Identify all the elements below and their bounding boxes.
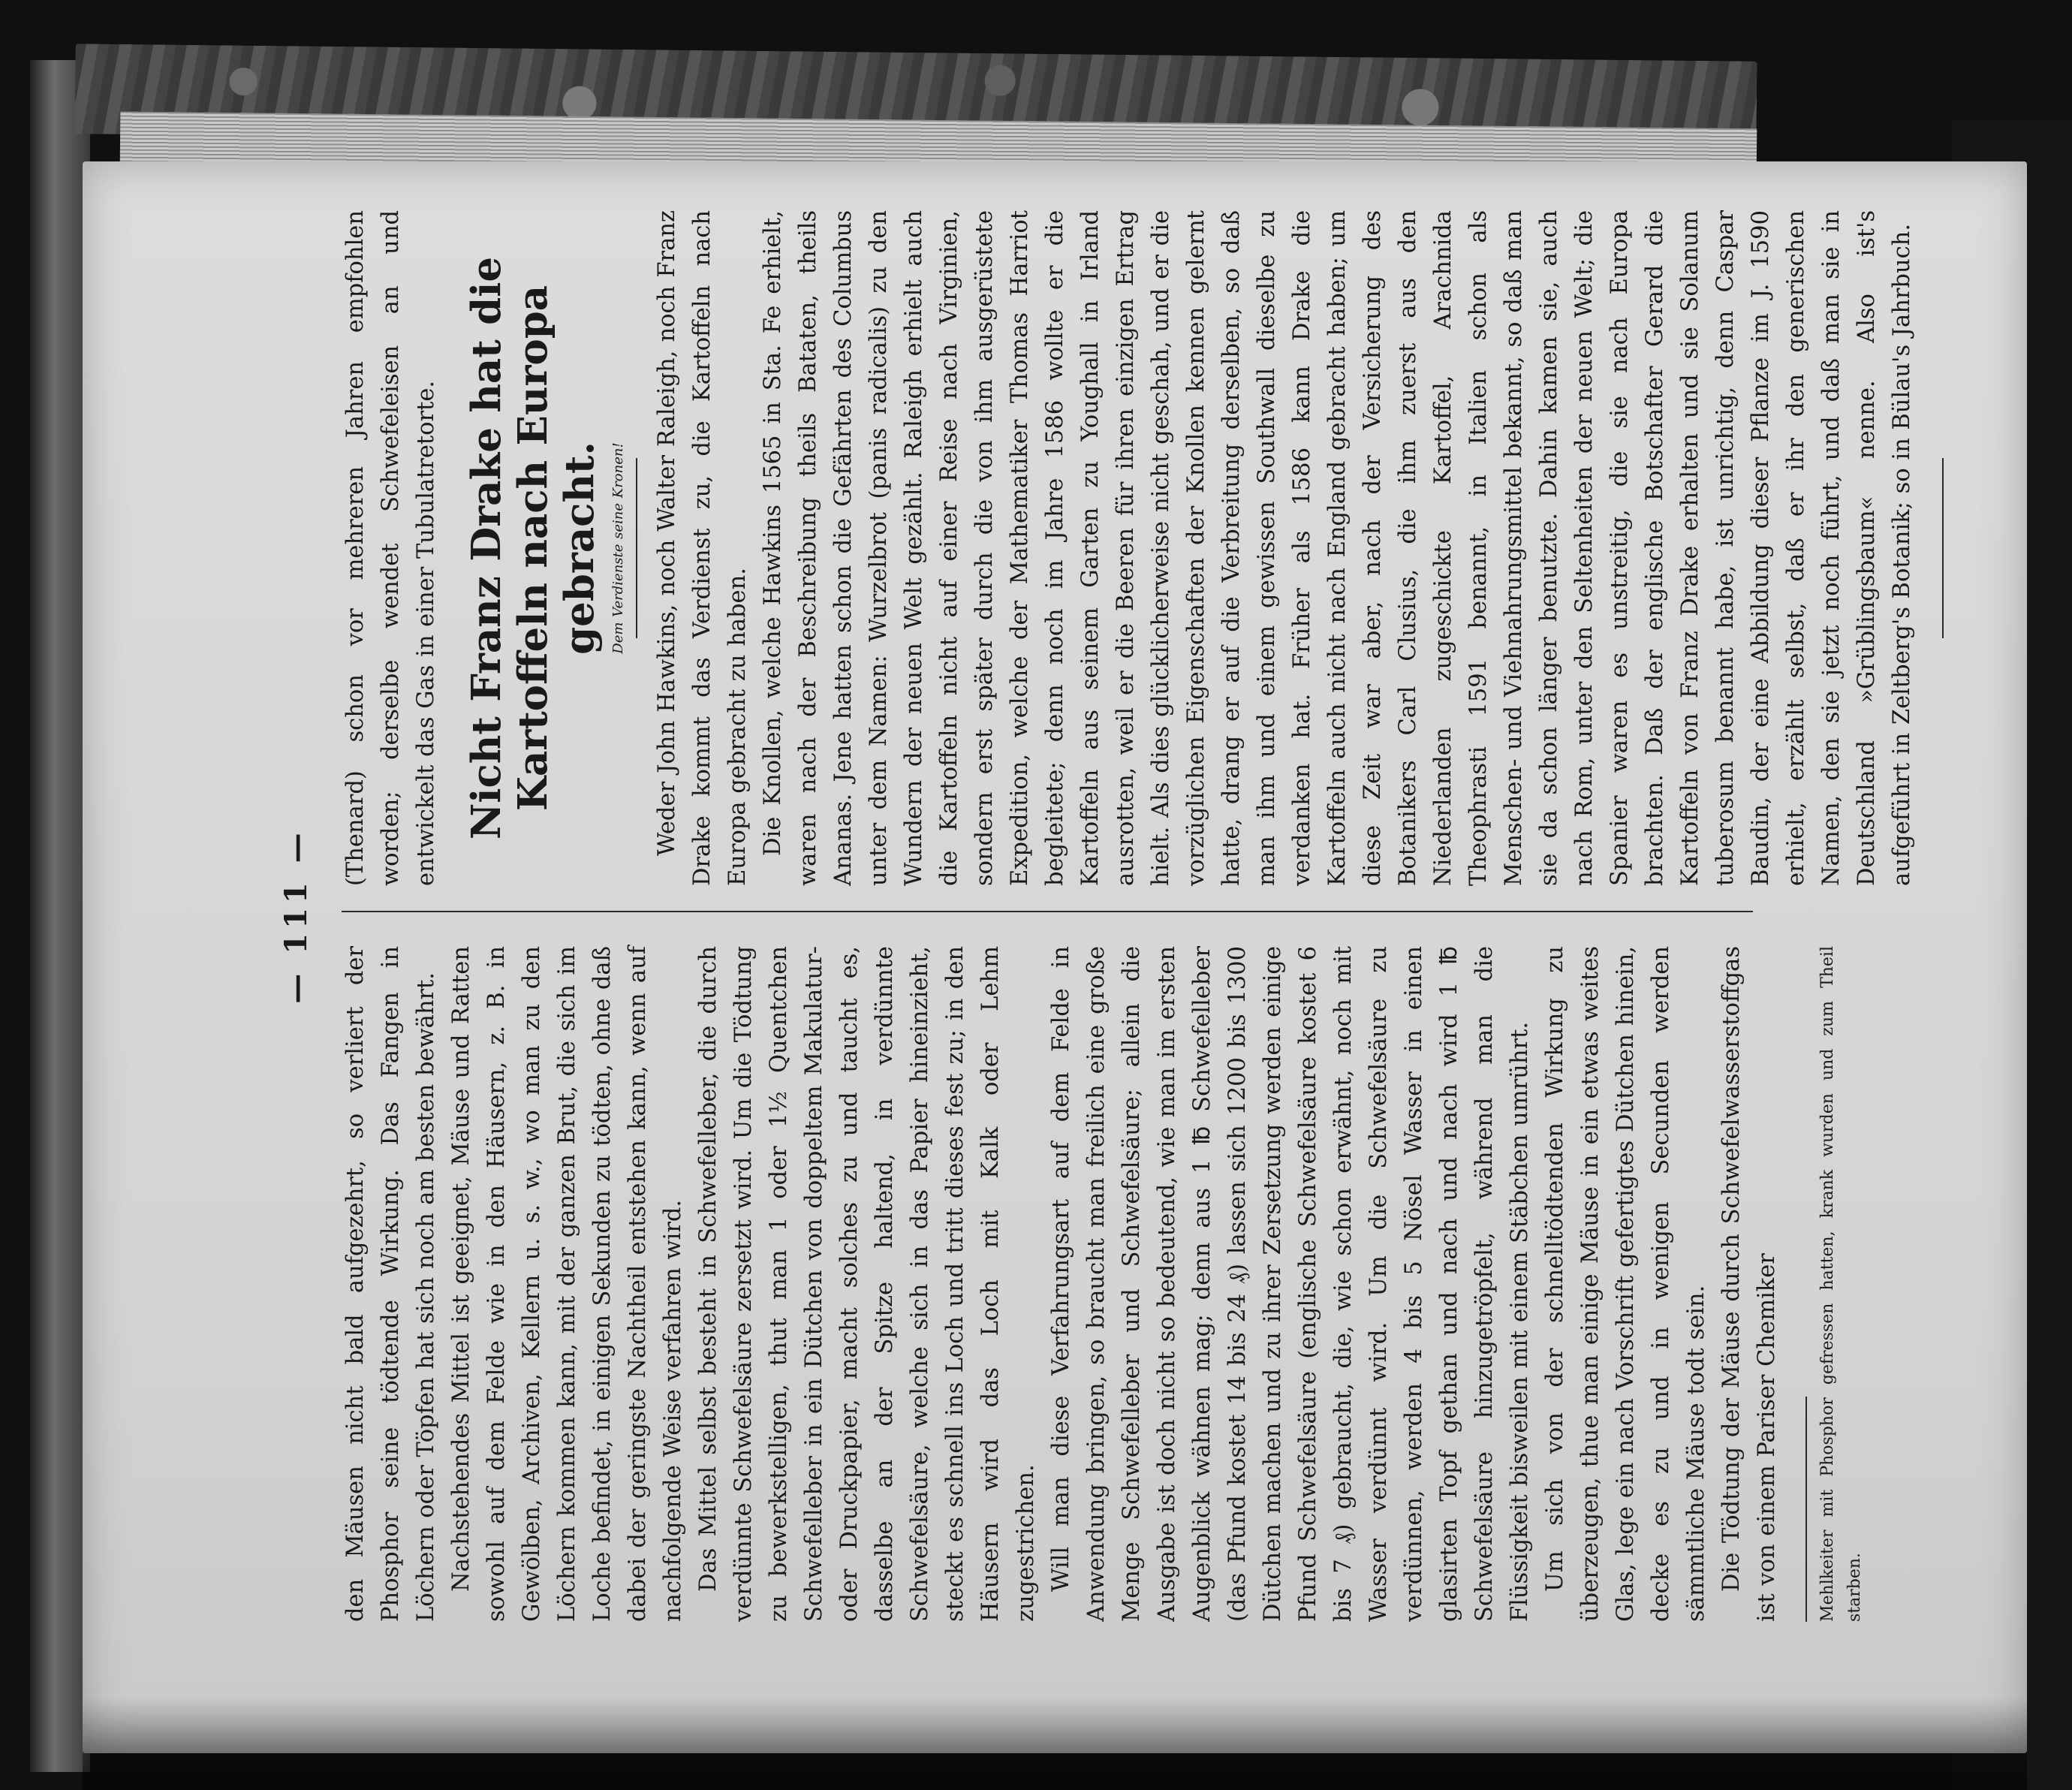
title-rule (636, 458, 637, 638)
left-paragraph-3: Das Mittel selbst besteht in Schwefelleber, die durch verdünnte Schwefelsäure zersetzt wird. Um die Tödtung zu bewerkstelligen, thut man 1 oder 1½ Quentchen Schwefelleber in ein Dütchen von doppeltem Makulatur- oder Druckpapier, macht solches zu und taucht es, dasselbe an der Spitze haltend, in verdünnte Schwefelsäure, welche sich in das Papier hineinzieht, steckt es schnell ins Loch und tritt dieses fest zu; in den Häusern wird das Loch mit Kalk oder Lehm zugestrichen. (695, 946, 1039, 1622)
right-paragraph-2: Weder John Hawkins, noch Walter Raleigh, noch Franz Drake kommt das Verdienst zu, die Kartoffeln nach Europa gebracht zu haben. (654, 210, 751, 886)
left-paragraph-2: Nachstehendes Mittel ist geeignet, Mäuse und Ratten sowohl auf dem Felde wie in den Häusern, z. B. in Gewölben, Archiven, Kellern u. s. w., wo man zu den Löchern kommen kann, mit der ganzen Brut, die sich im Loche befindet, in einigen Sekunden zu tödten, ohne daß dabei der geringste Nachtheil entstehen kann, wenn auf nachfolgende Weise verfahren wird. (448, 946, 686, 1622)
article-title: Nicht Franz Drake hat die Kartoffeln nach Europa gebracht. (463, 256, 603, 840)
rotated-text-block (270, 210, 1915, 1622)
left-paragraph-4: Will man diese Verfahrungsart auf dem Felde in Anwendung bringen, so braucht man freilich eine große Menge Schwefelleber und Schwefelsäure; allein die Ausgabe ist doch nicht so bedeutend, wie man im ersten Augenblick wähnen mag; denn aus 1 ℔ Schwefelleber (das Pfund kostet 14 bis 24 ₰) lassen sich 1200 bis 1300 Dütchen machen und zu ihrer Zersetzung werden einige Pfund Schwefelsäure (englische Schwefelsäure kostet 6 bis 7 ₰) gebraucht, die, wie schon erwähnt, noch mit Wasser verdünnt wird. Um die Schwefelsäure zu verdünnen, werden 4 bis 5 Nösel Wasser in einen glasirten Topf gethan und nach und nach wird 1 ℔ Schwefelsäure hinzugetröpfelt, während man die Flüssigkeit bisweilen mit einem Stäbchen umrührt. (1048, 946, 1533, 1622)
article-motto: Dem Verdienste seine Kronen! (610, 442, 626, 654)
footnote-rule (1805, 1397, 1807, 1622)
book-cover-left-edge (30, 60, 90, 1772)
right-paragraph-1: (Thenard) schon vor mehreren Jahren empfohlen worden; derselbe wendet Schwefeleisen an und entwickelt das Gas in einer Tubulatretorte. (342, 210, 439, 886)
footnote: Mehlkeiter mit Phosphor gefressen hatten, krank wurden und zum Theil starben. (1818, 946, 1864, 1622)
page-number: — 111 — (279, 828, 314, 1004)
left-paragraph-5: Um sich von der schnelltödtenden Wirkung zu überzeugen, thue man einige Mäuse in ein etwas weites Glas, lege ein nach Vorschrift gefertigtes Dütchen hinein, decke es zu und in wenigen Secunden werden sämmtliche Mäuse todt sein. (1542, 946, 1709, 1622)
left-paragraph-1: den Mäusen nicht bald aufgezehrt, so verliert der Phosphor seine tödtende Wirkung. Das Fangen in Löchern oder Töpfen hat sich noch am besten bewährt. (342, 946, 439, 1622)
left-paragraph-6: Die Tödtung der Mäuse durch Schwefelwasserstoffgas ist von einem Pariser Chemiker (1718, 946, 1780, 1622)
page-shadow (83, 1697, 2027, 1790)
right-column (338, 210, 1944, 886)
article-end-rule (1942, 458, 1944, 638)
left-column (338, 946, 1869, 1622)
column-divider (342, 911, 1753, 912)
right-paragraph-3: Die Knollen, welche Hawkins 1565 in Sta. Fe erhielt, waren nach der Beschreibung theils Bataten, theils Ananas. Jene hatten schon die Gefährten des Columbus unter dem Namen: Wurzelbrot (panis radicalis) zu den Wundern der neuen Welt gezählt. Raleigh erhielt auch die Kartoffeln nicht auf einer Reise nach Virginien, sondern erst später durch die von ihm ausgerüstete Expedition, welche der Mathematiker Thomas Harriot begleitete; denn noch im Jahre 1586 wollte er die Kartoffeln aus seinem Garten zu Youghall in Irland ausrotten, weil er die Beeren für ihren einzigen Ertrag hielt. Als dies glücklicherweise nicht geschah, und er die vorzüglichen Eigenschaften der Knollen kennen gelernt hatte, drang er auf die Verbreitung derselben, so daß man ihm und einem gewissen Southwall dieselbe zu verdanken hat. Früher als 1586 kann Drake die Kartoffeln auch nicht nach England gebracht haben; um diese Zeit war aber, nach der Versicherung des Botanikers Carl Clusius, die ihm zuerst aus den Niederlanden zugeschickte Kartoffel, Arachnida Theophrasti 1591 benannt, in Italien schon als Menschen- und Viehnahrungsmittel bekannt, so daß man sie da schon länger benutzte. Dahin kamen sie, auch nach Rom, unter den Seltenheiten der neuen Welt; die Spanier waren es unstreitig, die sie nach Europa brachten. Daß der englische Botschafter Gerard die Kartoffeln von Franz Drake erhalten und sie Solanum tuberosum benannt habe, ist unrichtig, denn Caspar Baudin, der eine Abbildung dieser Pflanze im J. 1590 erhielt, erzählt selbst, daß er ihr den generischen Namen, den sie jetzt noch führt, und daß man sie in Deutschland »Grüblingsbaum« nenne. Also ist's aufgeführt in Zeltberg's Botanik; so in Bülau's Jahrbuch. (760, 210, 1915, 886)
